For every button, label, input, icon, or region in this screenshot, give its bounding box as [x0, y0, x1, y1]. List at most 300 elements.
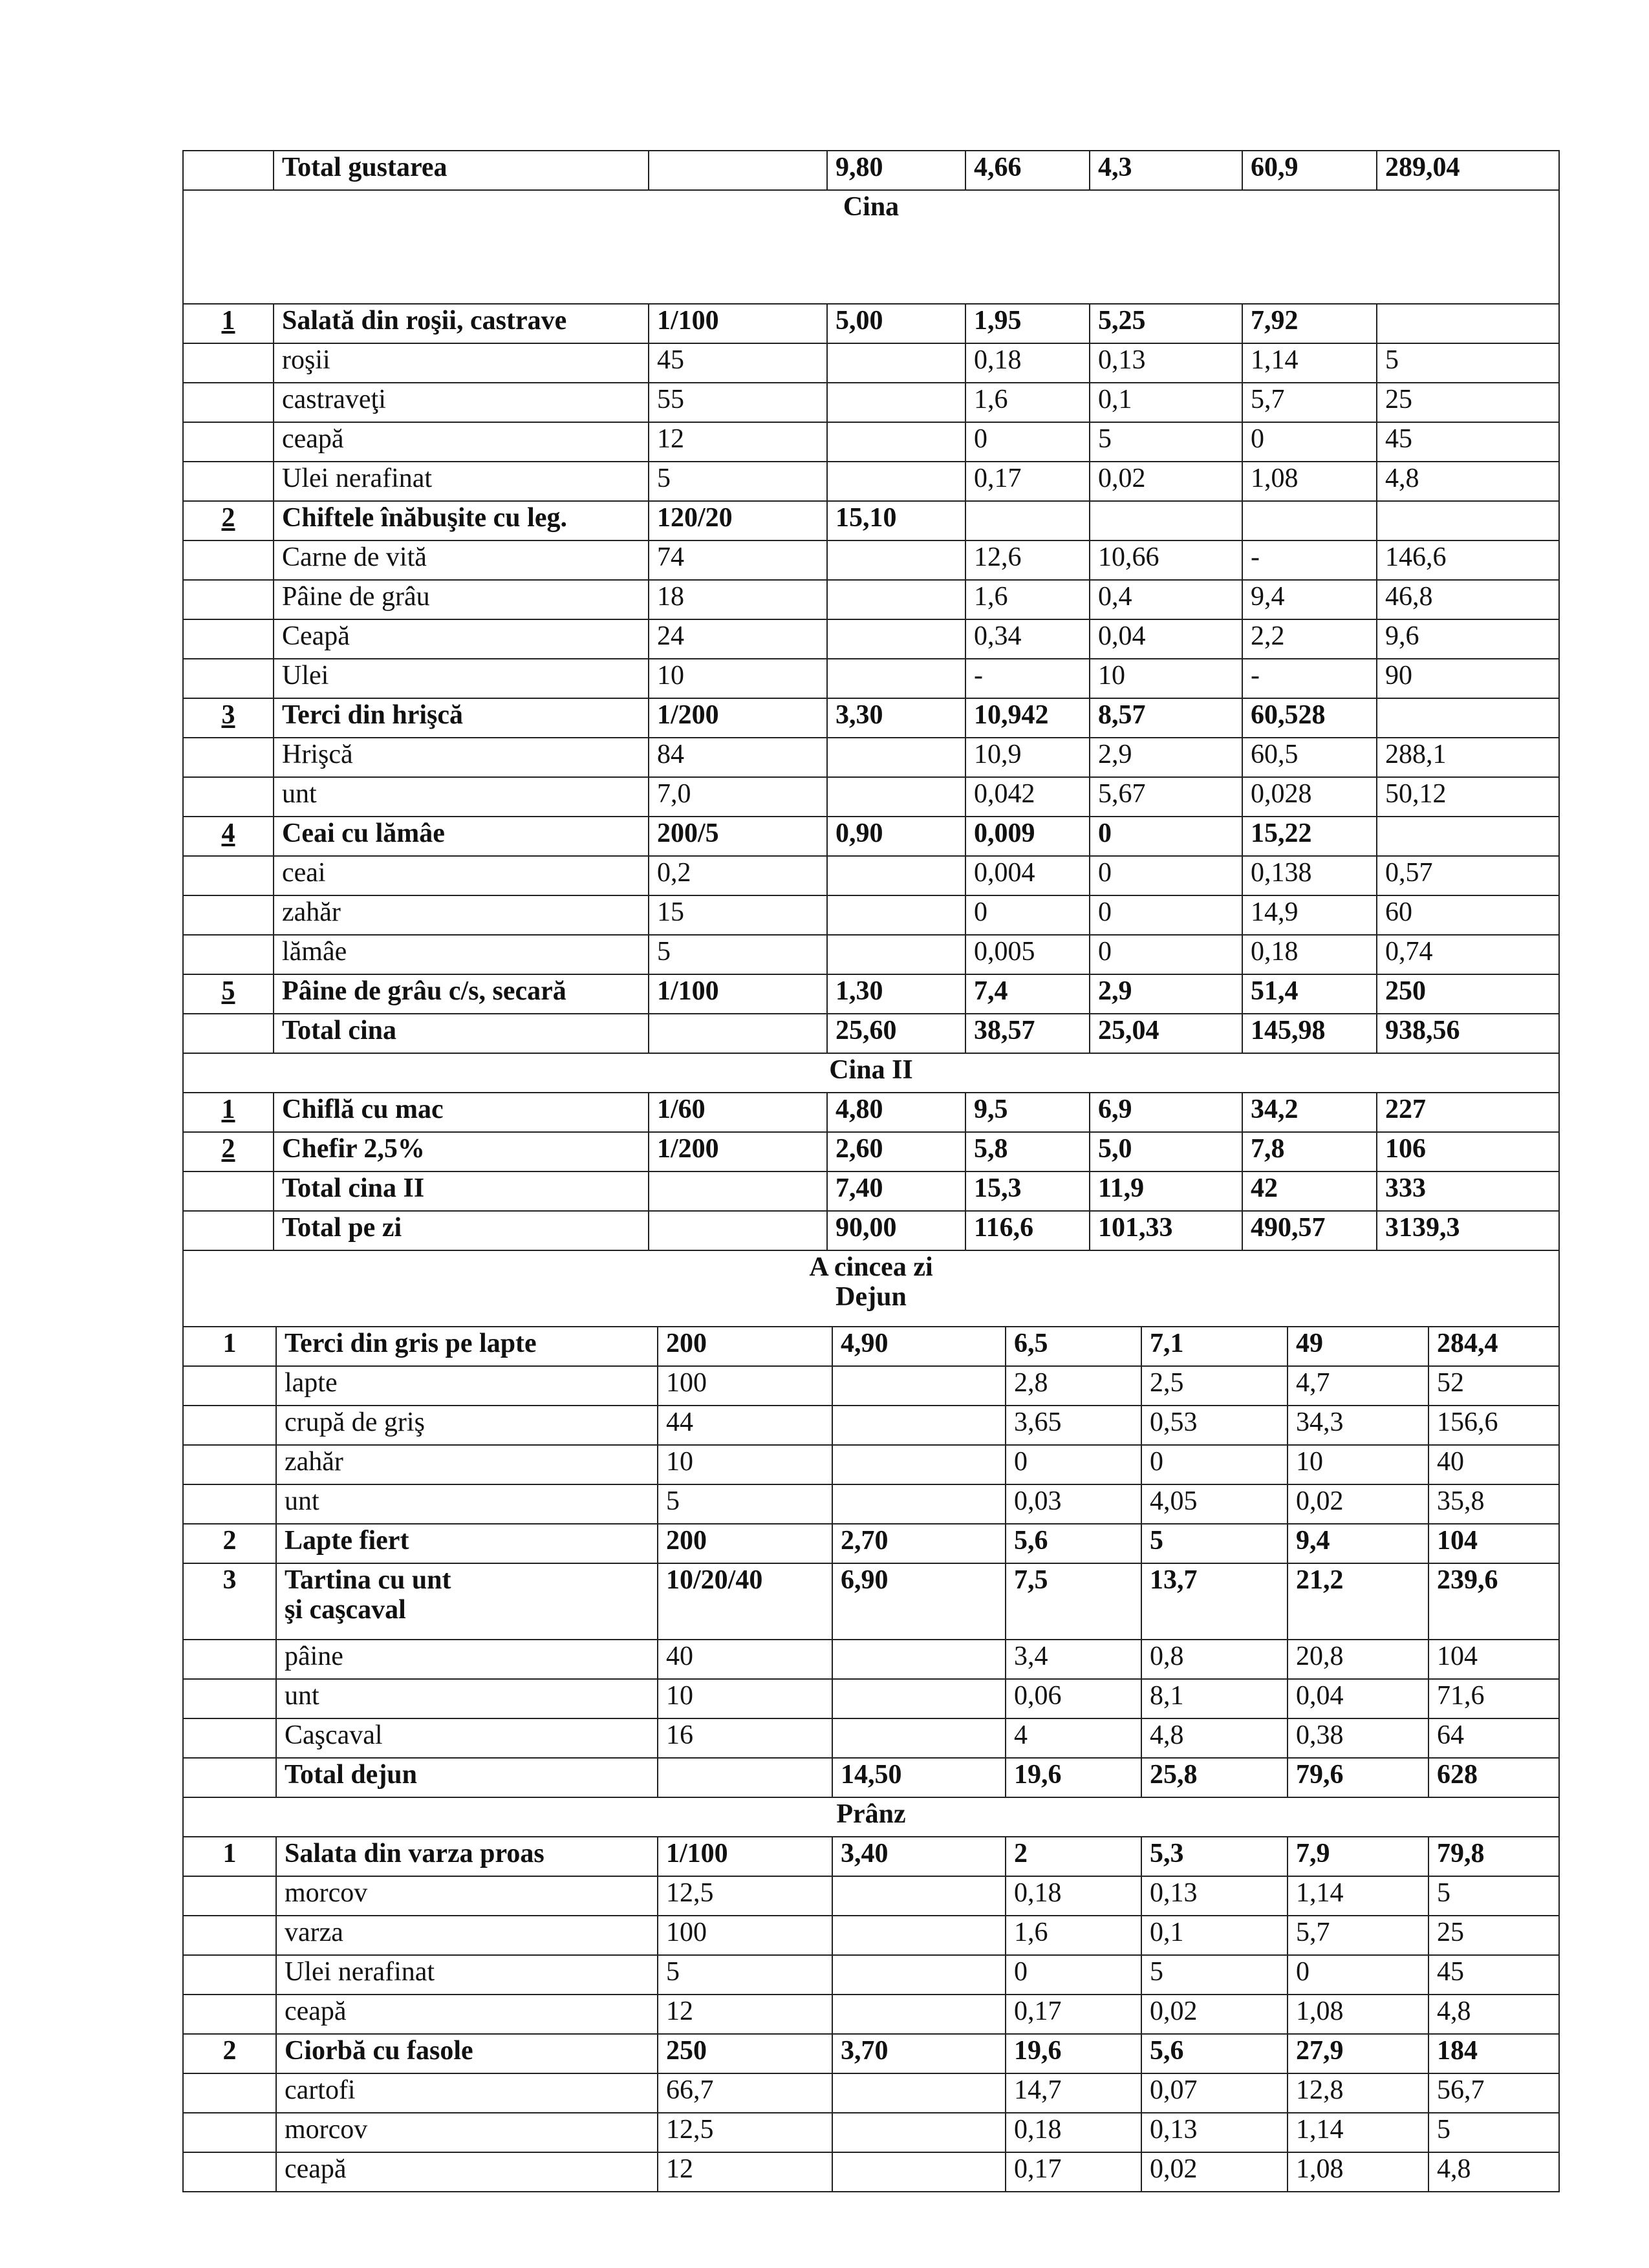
price	[832, 1406, 1006, 1445]
proteins: 15,3	[965, 1171, 1090, 1211]
row-index: 2	[183, 501, 274, 540]
proteins: 2,8	[1006, 1366, 1141, 1406]
section-row	[183, 190, 1559, 304]
row-index: 1	[183, 304, 274, 343]
ingredient-row	[183, 935, 1559, 974]
ingredient-row	[183, 580, 1559, 619]
item-name	[276, 1640, 658, 1679]
carbohydrates: 4,7	[1288, 1366, 1428, 1406]
row-index	[183, 1640, 276, 1679]
calories: 4,8	[1428, 2152, 1559, 2192]
ingredient-row	[183, 1406, 1559, 1445]
item-name	[276, 1445, 658, 1484]
row-index	[183, 1876, 276, 1916]
carbohydrates: 0,38	[1288, 1718, 1428, 1758]
fats: 2,5	[1141, 1366, 1288, 1406]
item-name-text: Chiflă cu mac	[282, 1095, 444, 1124]
carbohydrates: 0,18	[1242, 935, 1377, 974]
fats: 0,04	[1090, 619, 1242, 659]
dish-row	[183, 1093, 1559, 1132]
price	[832, 1484, 1006, 1524]
fats: 5	[1141, 1524, 1288, 1563]
quantity: 12	[658, 2152, 832, 2192]
calories: 284,4	[1428, 1327, 1559, 1366]
calories: 104	[1428, 1524, 1559, 1563]
price	[832, 1995, 1006, 2034]
proteins: 1,95	[965, 304, 1090, 343]
calories: 289,04	[1377, 151, 1559, 190]
ingredient-row	[183, 1718, 1559, 1758]
proteins: 19,6	[1006, 1758, 1141, 1797]
menu-table-top	[182, 150, 1560, 1327]
row-index	[183, 1445, 276, 1484]
fats: 8,1	[1141, 1679, 1288, 1718]
item-name-text: Salată din roşii, castrave	[282, 306, 567, 336]
dish-row	[183, 1758, 1559, 1797]
carbohydrates: 145,98	[1242, 1014, 1377, 1053]
item-name	[274, 462, 649, 501]
item-name-text: Total pe zi	[282, 1213, 402, 1243]
price	[832, 1640, 1006, 1679]
fats: 6,9	[1090, 1093, 1242, 1132]
item-name-text: Salata din varza proas	[285, 1839, 544, 1868]
item-name-text: Total cina	[282, 1016, 396, 1045]
price	[827, 540, 965, 580]
item-name-text: Hrişcă	[282, 740, 353, 769]
item-name	[276, 1758, 658, 1797]
quantity: 1/200	[649, 1132, 827, 1171]
fats: 25,04	[1090, 1014, 1242, 1053]
fats: 0,02	[1090, 462, 1242, 501]
price	[827, 619, 965, 659]
item-name	[276, 2034, 658, 2073]
item-name-text: Total gustarea	[282, 153, 447, 182]
price: 2,70	[832, 1524, 1006, 1563]
fats: 25,8	[1141, 1758, 1288, 1797]
ingredient-row	[183, 1640, 1559, 1679]
row-index	[183, 1718, 276, 1758]
menu-table-bottom	[182, 1326, 1560, 2192]
dish-row	[183, 501, 1559, 540]
price: 4,90	[832, 1327, 1006, 1366]
calories: 25	[1428, 1916, 1559, 1955]
item-name	[274, 659, 649, 698]
quantity: 0,2	[649, 856, 827, 895]
calories: 4,8	[1377, 462, 1559, 501]
item-name	[274, 383, 649, 422]
proteins: 10,942	[965, 698, 1090, 738]
item-name	[274, 895, 649, 935]
row-index: 1	[183, 1093, 274, 1132]
calories	[1377, 698, 1559, 738]
row-index	[183, 1679, 276, 1718]
quantity: 100	[658, 1916, 832, 1955]
item-name-text: ceapă	[282, 424, 344, 454]
ingredient-row	[183, 1484, 1559, 1524]
price: 7,40	[827, 1171, 965, 1211]
calories: 239,6	[1428, 1563, 1559, 1640]
carbohydrates: 5,7	[1288, 1916, 1428, 1955]
ingredient-row	[183, 619, 1559, 659]
section-row	[183, 1250, 1559, 1327]
item-name	[276, 1955, 658, 1995]
quantity: 10	[658, 1445, 832, 1484]
price	[832, 1718, 1006, 1758]
price	[832, 1955, 1006, 1995]
carbohydrates: 20,8	[1288, 1640, 1428, 1679]
item-name-text: Ceai cu lămâe	[282, 818, 445, 848]
item-name-text: ceapă	[285, 1996, 347, 2026]
carbohydrates: 0,028	[1242, 777, 1377, 817]
item-name	[274, 738, 649, 777]
price: 3,30	[827, 698, 965, 738]
carbohydrates: 7,92	[1242, 304, 1377, 343]
proteins: 0,17	[1006, 2152, 1141, 2192]
item-name	[276, 2152, 658, 2192]
carbohydrates: 60,9	[1242, 151, 1377, 190]
item-name-text: varza	[285, 1918, 343, 1947]
fats: 5	[1090, 422, 1242, 462]
fats: 5,0	[1090, 1132, 1242, 1171]
item-name-text: ceai	[282, 858, 326, 888]
fats: 0	[1090, 856, 1242, 895]
row-index: 4	[183, 817, 274, 856]
carbohydrates: 5,7	[1242, 383, 1377, 422]
ingredient-row	[183, 1679, 1559, 1718]
ingredient-row	[183, 1955, 1559, 1995]
proteins: -	[965, 659, 1090, 698]
ingredient-row	[183, 2073, 1559, 2113]
quantity: 16	[658, 1718, 832, 1758]
ingredient-row	[183, 540, 1559, 580]
dish-row	[183, 1524, 1559, 1563]
calories: 40	[1428, 1445, 1559, 1484]
quantity: 1/100	[649, 304, 827, 343]
section-row	[183, 1053, 1559, 1093]
row-index	[183, 738, 274, 777]
fats: 0	[1141, 1445, 1288, 1484]
quantity: 18	[649, 580, 827, 619]
ingredient-row	[183, 777, 1559, 817]
price	[832, 2152, 1006, 2192]
item-name-text: Chefir 2,5%	[282, 1134, 425, 1164]
ingredient-row	[183, 2113, 1559, 2152]
item-name	[274, 817, 649, 856]
calories: 50,12	[1377, 777, 1559, 817]
calories	[1377, 304, 1559, 343]
proteins: 0,18	[965, 343, 1090, 383]
item-name	[276, 1876, 658, 1916]
item-name	[274, 1211, 649, 1250]
proteins: 9,5	[965, 1093, 1090, 1132]
row-index: 2	[183, 1132, 274, 1171]
item-name	[274, 580, 649, 619]
proteins: 0	[1006, 1955, 1141, 1995]
row-index	[183, 422, 274, 462]
item-name-text: morcov	[285, 2115, 368, 2145]
price: 5,00	[827, 304, 965, 343]
row-index	[183, 151, 274, 190]
section-title: Cina II	[183, 1053, 1559, 1093]
proteins: 0,18	[1006, 1876, 1141, 1916]
quantity: 5	[649, 935, 827, 974]
quantity: 5	[649, 462, 827, 501]
carbohydrates: 0,138	[1242, 856, 1377, 895]
quantity: 12	[658, 1995, 832, 2034]
proteins: 5,6	[1006, 1524, 1141, 1563]
item-name-text: cartofi	[285, 2075, 356, 2105]
ingredient-row	[183, 1445, 1559, 1484]
fats: 2,9	[1090, 738, 1242, 777]
proteins: 2	[1006, 1837, 1141, 1876]
proteins: 7,5	[1006, 1563, 1141, 1640]
calories: 288,1	[1377, 738, 1559, 777]
quantity: 7,0	[649, 777, 827, 817]
item-name-text: morcov	[285, 1878, 368, 1908]
ingredient-row	[183, 2152, 1559, 2192]
proteins: 1,6	[965, 383, 1090, 422]
proteins: 38,57	[965, 1014, 1090, 1053]
fats: 5	[1141, 1955, 1288, 1995]
row-index: 1	[183, 1837, 276, 1876]
ingredient-row	[183, 422, 1559, 462]
carbohydrates: 1,14	[1288, 2113, 1428, 2152]
price	[832, 1445, 1006, 1484]
carbohydrates: -	[1242, 540, 1377, 580]
item-name	[276, 1718, 658, 1758]
carbohydrates	[1242, 501, 1377, 540]
dish-row	[183, 817, 1559, 856]
calories	[1377, 501, 1559, 540]
carbohydrates: 34,3	[1288, 1406, 1428, 1445]
proteins: 0,06	[1006, 1679, 1141, 1718]
item-name	[274, 501, 649, 540]
carbohydrates: 21,2	[1288, 1563, 1428, 1640]
fats: 11,9	[1090, 1171, 1242, 1211]
quantity: 12,5	[658, 2113, 832, 2152]
fats: 5,6	[1141, 2034, 1288, 2073]
dish-row	[183, 1327, 1559, 1366]
carbohydrates: 14,9	[1242, 895, 1377, 935]
quantity: 5	[658, 1955, 832, 1995]
price: 4,80	[827, 1093, 965, 1132]
proteins: 12,6	[965, 540, 1090, 580]
calories: 333	[1377, 1171, 1559, 1211]
calories: 3139,3	[1377, 1211, 1559, 1250]
quantity	[658, 1758, 832, 1797]
item-name-text: Terci din gris pe lapte	[285, 1329, 537, 1358]
menu-sheet	[182, 150, 1558, 2192]
item-name	[274, 619, 649, 659]
calories: 146,6	[1377, 540, 1559, 580]
row-index	[183, 1014, 274, 1053]
item-name-text: castraveţi	[282, 385, 386, 414]
dish-row	[183, 2034, 1559, 2073]
row-index	[183, 1955, 276, 1995]
item-name-text: Ciorbă cu fasole	[285, 2036, 473, 2066]
fats: 0,13	[1090, 343, 1242, 383]
price	[832, 2073, 1006, 2113]
proteins: 0,005	[965, 935, 1090, 974]
item-name	[274, 1093, 649, 1132]
section-heading	[183, 1250, 1559, 1327]
calories: 64	[1428, 1718, 1559, 1758]
carbohydrates: 0	[1242, 422, 1377, 462]
carbohydrates: 0	[1288, 1955, 1428, 1995]
row-index	[183, 1171, 274, 1211]
fats: 2,9	[1090, 974, 1242, 1014]
quantity: 5	[658, 1484, 832, 1524]
fats: 0,8	[1141, 1640, 1288, 1679]
fats: 4,05	[1141, 1484, 1288, 1524]
proteins: 0,17	[1006, 1995, 1141, 2034]
row-index	[183, 580, 274, 619]
item-name-text: Pâine de grâu	[282, 582, 430, 612]
quantity: 200	[658, 1524, 832, 1563]
price: 0,90	[827, 817, 965, 856]
price	[832, 2113, 1006, 2152]
price	[827, 343, 965, 383]
proteins: 10,9	[965, 738, 1090, 777]
item-name	[276, 1837, 658, 1876]
item-name-text: zahăr	[282, 897, 341, 927]
dish-row	[183, 304, 1559, 343]
quantity: 1/60	[649, 1093, 827, 1132]
item-name-text: zahăr	[285, 1447, 343, 1477]
carbohydrates: 60,5	[1242, 738, 1377, 777]
proteins: 0,03	[1006, 1484, 1141, 1524]
item-name	[274, 777, 649, 817]
quantity: 250	[658, 2034, 832, 2073]
quantity: 1/100	[649, 974, 827, 1014]
row-index	[183, 1406, 276, 1445]
item-name	[276, 1327, 658, 1366]
calories: 35,8	[1428, 1484, 1559, 1524]
item-name-text: Total cina II	[282, 1173, 425, 1203]
fats: 13,7	[1141, 1563, 1288, 1640]
item-name-text: crupă de griş	[285, 1407, 425, 1437]
calories: 5	[1377, 343, 1559, 383]
price	[832, 1366, 1006, 1406]
calories	[1377, 817, 1559, 856]
item-name	[274, 698, 649, 738]
item-name	[274, 151, 649, 190]
dish-row	[183, 974, 1559, 1014]
fats: 0,1	[1090, 383, 1242, 422]
calories: 227	[1377, 1093, 1559, 1132]
row-index: 3	[183, 1563, 276, 1640]
fats: 0	[1090, 895, 1242, 935]
ingredient-row	[183, 1876, 1559, 1916]
item-name	[274, 1014, 649, 1053]
row-index	[183, 540, 274, 580]
fats: 0	[1090, 817, 1242, 856]
dish-row	[183, 698, 1559, 738]
item-name-text: unt	[282, 779, 317, 809]
ingredient-row	[183, 343, 1559, 383]
carbohydrates: 1,08	[1288, 1995, 1428, 2034]
item-name-text: Caşcaval	[285, 1720, 383, 1750]
fats: 5,67	[1090, 777, 1242, 817]
item-name	[274, 974, 649, 1014]
calories: 156,6	[1428, 1406, 1559, 1445]
price: 1,30	[827, 974, 965, 1014]
calories: 71,6	[1428, 1679, 1559, 1718]
price: 2,60	[827, 1132, 965, 1171]
price	[827, 659, 965, 698]
calories: 90	[1377, 659, 1559, 698]
ingredient-row	[183, 462, 1559, 501]
row-index	[183, 777, 274, 817]
calories: 5	[1428, 1876, 1559, 1916]
fats: 0,4	[1090, 580, 1242, 619]
fats: 10,66	[1090, 540, 1242, 580]
price	[832, 1679, 1006, 1718]
row-index	[183, 2073, 276, 2113]
calories: 4,8	[1428, 1995, 1559, 2034]
item-name	[276, 2073, 658, 2113]
price: 25,60	[827, 1014, 965, 1053]
fats: 0,53	[1141, 1406, 1288, 1445]
proteins: 1,6	[1006, 1916, 1141, 1955]
proteins: 3,65	[1006, 1406, 1141, 1445]
calories: 9,6	[1377, 619, 1559, 659]
quantity: 200/5	[649, 817, 827, 856]
proteins: 4	[1006, 1718, 1141, 1758]
price	[827, 895, 965, 935]
quantity: 66,7	[658, 2073, 832, 2113]
ingredient-row	[183, 383, 1559, 422]
fats: 4,8	[1141, 1718, 1288, 1758]
fats	[1090, 501, 1242, 540]
quantity	[649, 1211, 827, 1250]
ingredient-row	[183, 1916, 1559, 1955]
carbohydrates: 9,4	[1242, 580, 1377, 619]
quantity: 45	[649, 343, 827, 383]
fats: 5,25	[1090, 304, 1242, 343]
row-index	[183, 343, 274, 383]
calories: 45	[1377, 422, 1559, 462]
fats: 8,57	[1090, 698, 1242, 738]
ingredient-row	[183, 856, 1559, 895]
menu-table-top-body	[183, 151, 1559, 1327]
row-index: 2	[183, 2034, 276, 2073]
carbohydrates: 0,04	[1288, 1679, 1428, 1718]
proteins	[965, 501, 1090, 540]
carbohydrates: 34,2	[1242, 1093, 1377, 1132]
item-name	[274, 935, 649, 974]
row-index: 5	[183, 974, 274, 1014]
dish-row	[183, 1132, 1559, 1171]
proteins: 0,004	[965, 856, 1090, 895]
quantity: 10	[649, 659, 827, 698]
proteins: 0,17	[965, 462, 1090, 501]
carbohydrates: 60,528	[1242, 698, 1377, 738]
row-index	[183, 1211, 274, 1250]
dish-row	[183, 1563, 1559, 1640]
carbohydrates: 79,6	[1288, 1758, 1428, 1797]
item-name-text: ceapă	[285, 2154, 347, 2184]
carbohydrates: 49	[1288, 1327, 1428, 1366]
calories: 184	[1428, 2034, 1559, 2073]
price: 14,50	[832, 1758, 1006, 1797]
price	[827, 383, 965, 422]
item-name-text: Carne de vită	[282, 542, 427, 572]
price	[827, 422, 965, 462]
dish-row	[183, 1837, 1559, 1876]
item-name-text: Ulei nerafinat	[282, 464, 433, 493]
price: 3,70	[832, 2034, 1006, 2073]
